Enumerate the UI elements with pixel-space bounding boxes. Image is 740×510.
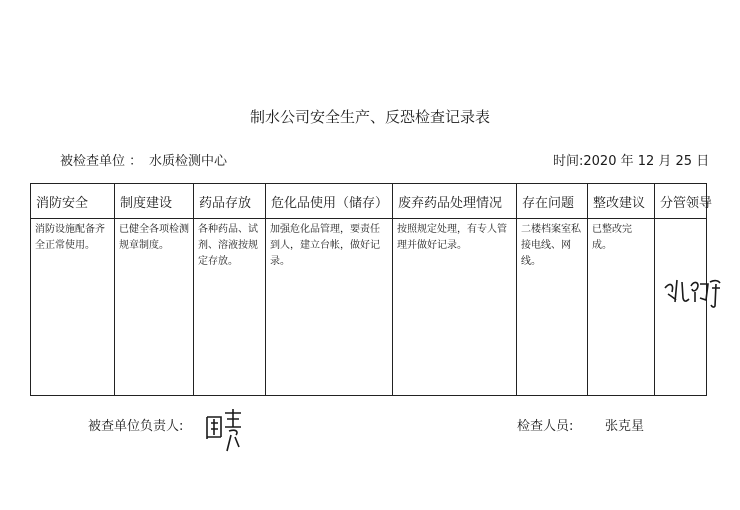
inspected-unit-label: 被检查单位 ： (60, 154, 143, 169)
header-rectification: 整改建议 (588, 184, 655, 219)
table-row (31, 219, 707, 396)
document-title: 制水公司安全生产、反恐检查记录表 (249, 108, 490, 126)
header-rules: 制度建设 (115, 184, 194, 219)
cell-waste: 按照规定处理，有专人管理并做好记录。 (393, 219, 517, 396)
cell-rules: 已健全各项检测规章制度。 (115, 219, 194, 396)
header-fire-safety: 消防安全 (31, 184, 115, 219)
header-leader: 分管领导 (655, 184, 707, 219)
inspected-unit-value: 水质检测中心 (149, 154, 228, 169)
inspector-label: 检查人员: (517, 419, 574, 434)
responsible-signature (203, 405, 245, 459)
table-header-row (31, 184, 707, 219)
cell-issues: 二楼档案室私接电线、网线。 (517, 219, 588, 396)
header-hazmat: 危化品使用（储存） (266, 184, 393, 219)
header-issues: 存在问题 (517, 184, 588, 219)
cell-storage: 各种药品、试剂、溶液按规定存放。 (194, 219, 266, 396)
inspector-name: 张克星 (605, 419, 645, 434)
cell-hazmat: 加强危化品管理，要责任到人，建立台帐，做好记录。 (266, 219, 393, 396)
responsible-person-label: 被查单位负责人: (88, 419, 184, 434)
header-storage: 药品存放 (194, 184, 266, 219)
cell-fire-safety: 消防设施配备齐全正常使用。 (31, 219, 115, 396)
inspection-table (30, 183, 713, 396)
header-waste: 废弃药品处理情况 (393, 184, 517, 219)
cell-rectification: 已整改完成。 (588, 219, 655, 396)
leader-signature (662, 272, 724, 314)
inspection-date: 时间:2020 年 12 月 25 日 (553, 154, 710, 169)
